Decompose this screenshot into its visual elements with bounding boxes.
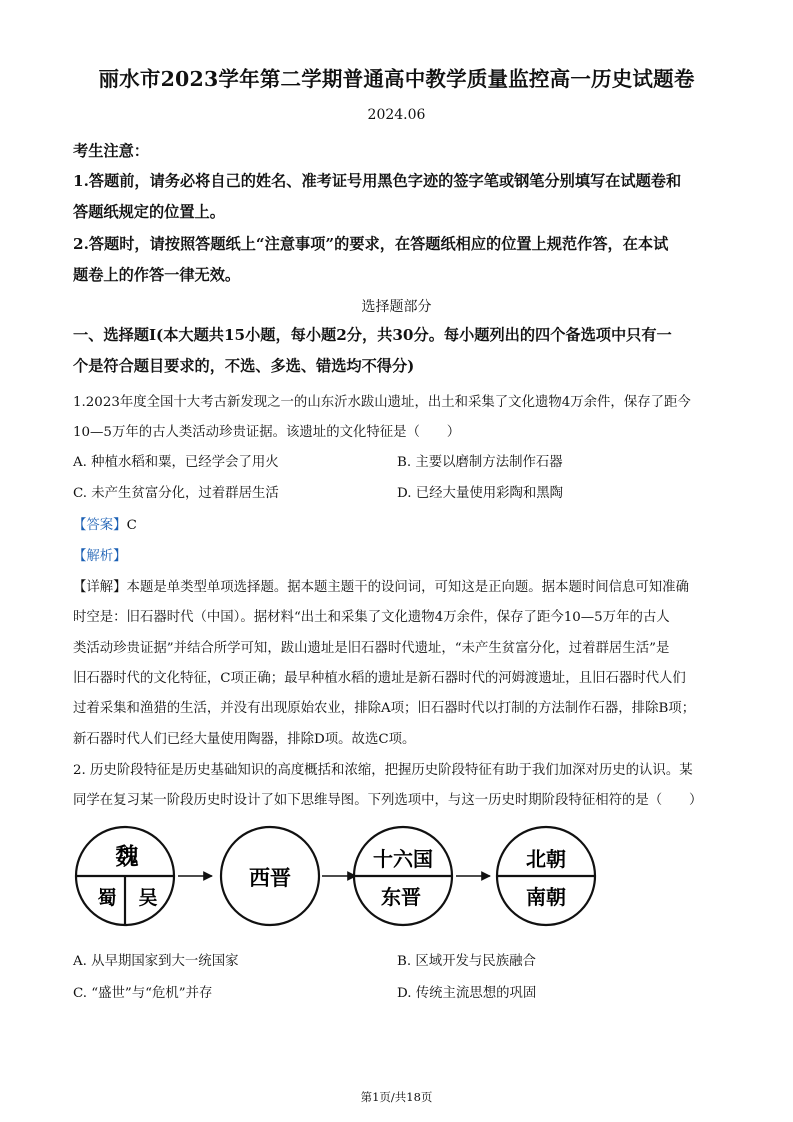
notice-line-3: 2.答题时，请按照答题纸上“注意事项”的要求，在答题纸相应的位置上规范作答，在本试: [73, 235, 669, 253]
label-wu: 吴: [138, 887, 158, 909]
q1-option-a: A. 种植水稻和粟，已经学会了用火: [73, 455, 279, 470]
q1-detail-line-1: 【详解】本题是单类型单项选择题。据本题主题干的设问词，可知这是正向题。据本题时间信息可知准确: [73, 580, 689, 595]
q1-detail-line-2: 时空是：旧石器时代（中国）。据材料“出土和采集了文化遗物4万余件，保存了距今10—5万年的古人: [73, 610, 670, 625]
label-wei: 魏: [115, 843, 139, 870]
answer-value: C: [126, 518, 137, 533]
label-shiliuguo: 十六国: [373, 847, 433, 871]
circle-sixteen-kingdoms: [354, 827, 452, 925]
q2-option-b: B. 区域开发与民族融合: [397, 954, 536, 969]
notice-line-4: 题卷上的作答一律无效。: [73, 266, 241, 284]
notice-heading: 考生注意：: [73, 142, 149, 160]
label-xijin: 西晋: [249, 865, 291, 890]
circle-three-kingdoms: [76, 827, 174, 925]
section-title: 选择题部分: [361, 299, 432, 315]
answer-tag: 【答案】: [73, 518, 127, 533]
exam-title: 丽水市2023学年第二学期普通高中教学质量监控高一历史试题卷: [98, 67, 695, 91]
analysis-tag: 【解析】: [73, 549, 127, 564]
page-number: 第1页/共18页: [360, 1090, 433, 1104]
q1-option-b: B. 主要以磨制方法制作石器: [397, 455, 563, 470]
circle-northern-southern: [497, 827, 595, 925]
q1-stem-line-1: 1.2023年度全国十大考古新发现之一的山东沂水跋山遗址，出土和采集了文化遗物4万余件，保存了距今: [73, 395, 691, 410]
exam-date: 2024.06: [367, 107, 426, 123]
q1-stem-line-2: 10—5万年的古人类活动珍贵证据。该遗址的文化特征是（ ）: [73, 425, 461, 440]
q1-detail-line-6: 新石器时代人们已经大量使用陶器，排除D项。故选C项。: [73, 732, 416, 747]
q1-option-d: D. 已经大量使用彩陶和黑陶: [397, 486, 564, 501]
q2-option-a: A. 从早期国家到大一统国家: [73, 954, 239, 969]
part-instruction-line-1: 一、选择题Ⅰ(本大题共15小题，每小题2分，共30分。每小题列出的四个备选项中只有一: [73, 326, 672, 344]
q2-option-d: D. 传统主流思想的巩固: [397, 986, 537, 1001]
q2-option-c: C. “盛世”与“危机”并存: [73, 986, 213, 1001]
label-shu: 蜀: [97, 887, 117, 909]
q2-stem-line-2: 同学在复习某一阶段历史时设计了如下思维导图。下列选项中，与这一历史时期阶段特征相符的是（ ）: [73, 793, 703, 808]
q2-stem-line-1: 2. 历史阶段特征是历史基础知识的高度概括和浓缩，把握历史阶段特征有助于我们加深对历史的认识。某: [73, 763, 693, 778]
q1-detail-line-4: 旧石器时代的文化特征，C项正确；最早种植水稻的遗址是新石器时代的河姆渡遗址，且旧石器时代人们: [73, 671, 686, 686]
q1-detail-line-5: 过着采集和渔猎的生活，并没有出现原始农业，排除A项；旧石器时代以打制的方法制作石器，排除B项；: [73, 701, 696, 716]
q1-option-c: C. 未产生贫富分化，过着群居生活: [73, 486, 279, 501]
notice-line-2: 答题纸规定的位置上。: [73, 203, 225, 221]
label-dongjin: 东晋: [381, 885, 421, 909]
notice-line-1: 1.答题前，请务必将自己的姓名、准考证号用黑色字迹的签字笔或钢笔分别填写在试题卷和: [73, 172, 682, 190]
label-nanchao: 南朝: [526, 885, 566, 909]
circle-western-jin: [221, 827, 319, 925]
label-beichao: 北朝: [526, 847, 566, 871]
part-instruction-line-2: 个是符合题目要求的，不选、多选、错选均不得分): [73, 357, 415, 375]
q1-detail-line-3: 类活动珍贵证据”并结合所学可知，跋山遗址是旧石器时代遗址，“未产生贫富分化，过着群居生活”是: [73, 641, 670, 656]
